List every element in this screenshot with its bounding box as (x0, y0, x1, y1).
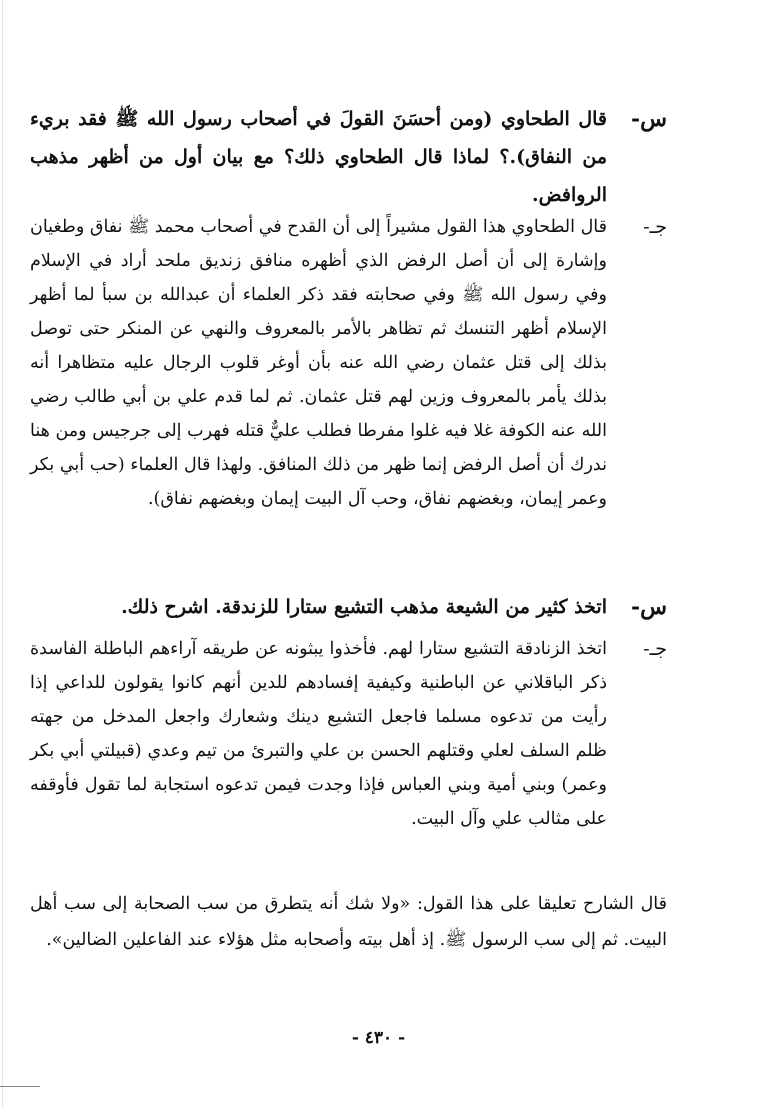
question-2 (30, 588, 667, 626)
question-1 (30, 100, 667, 214)
answer-marker: جـ- (643, 638, 667, 660)
corner-rule (0, 1086, 40, 1087)
question-1-text: قال الطحاوي (ومن أحسَنَ القولَ في أصحاب رسول الله ﷺ فقد بريء من النفاق).؟ لماذا قال الطحاوي ذلك؟ مع بيان أول من أظهر مذهب الروافض. (30, 108, 607, 206)
answer-1-text: قال الطحاوي هذا القول مشيراً إلى أن القدح في أصحاب محمد ﷺ نفاق وطغيان وإشارة إلى أن أصل الرفض الذي أظهره منافق زنديق ملحد أراد في الإسلام وفي رسول الله ﷺ وفي صحابته فقد ذكر العلماء أن عبدالله بن سبأ لما أظهر الإسلام أظهر التنسك ثم تظاهر بالأمر بالمعروف والنهي عن المنكر حتى توصل بذلك إلى قتل عثمان رضي الله عنه بأن أوغر قلوب الرجال عليه متظاهرا أنه بذلك يأمر بالمعروف وزين لهم قتل عثمان. ثم لما قدم علي بن أبي طالب رضي الله عنه الكوفة غلا فيه غلوا مفرطا فطلب عليٌّ قتله فهرب إلى جرجيس ومن هنا ندرك أن أصل الرفض إنما ظهر من ذلك المنافق. ولهذا قال العلماء (حب أبي بكر وعمر إيمان، وبغضهم نفاق، وحب آل البيت إيمان وبغضهم نفاق). (30, 217, 607, 509)
question-marker: س- (631, 594, 667, 620)
answer-1 (30, 210, 667, 516)
page-edge-line (2, 0, 3, 1108)
answer-2-text: اتخذ الزنادقة التشيع ستارا لهم. فأخذوا يبثونه عن طريقه آراءهم الباطلة الفاسدة ذكر الباقلاني عن الباطنية وكيفية إفسادهم للدين أنهم كانوا يقولون للداعي إذا رأيت من تدعوه مسلما فاجعل التشيع دينك وشعارك واجعل المدخل من جهته ظلم السلف لعلي وقتلهم الحسن بن علي والتبرئ من تيم وعدي (قبيلتي أبي بكر وعمر) وبني أمية وبني العباس فإذا وجدت فيمن تدعوه استجابة لما تقول فأوقفه على مثالب علي وآل البيت. (30, 639, 607, 829)
answer-marker: جـ- (643, 216, 667, 238)
commentary-paragraph: قال الشارح تعليقا على هذا القول: «ولا شك أنه يتطرق من سب الصحابة إلى سب أهل البيت. ثم إلى سب الرسول ﷺ. إذ أهل بيته وأصحابه مثل هؤلاء عند الفاعلين الضالين». (30, 894, 667, 950)
question-marker: س- (631, 106, 667, 132)
answer-2 (30, 632, 667, 836)
page-number: - ٤٣٠ - (351, 1028, 406, 1048)
question-2-text: اتخذ كثير من الشيعة مذهب التشيع ستارا للزندقة. اشرح ذلك. (121, 596, 607, 618)
